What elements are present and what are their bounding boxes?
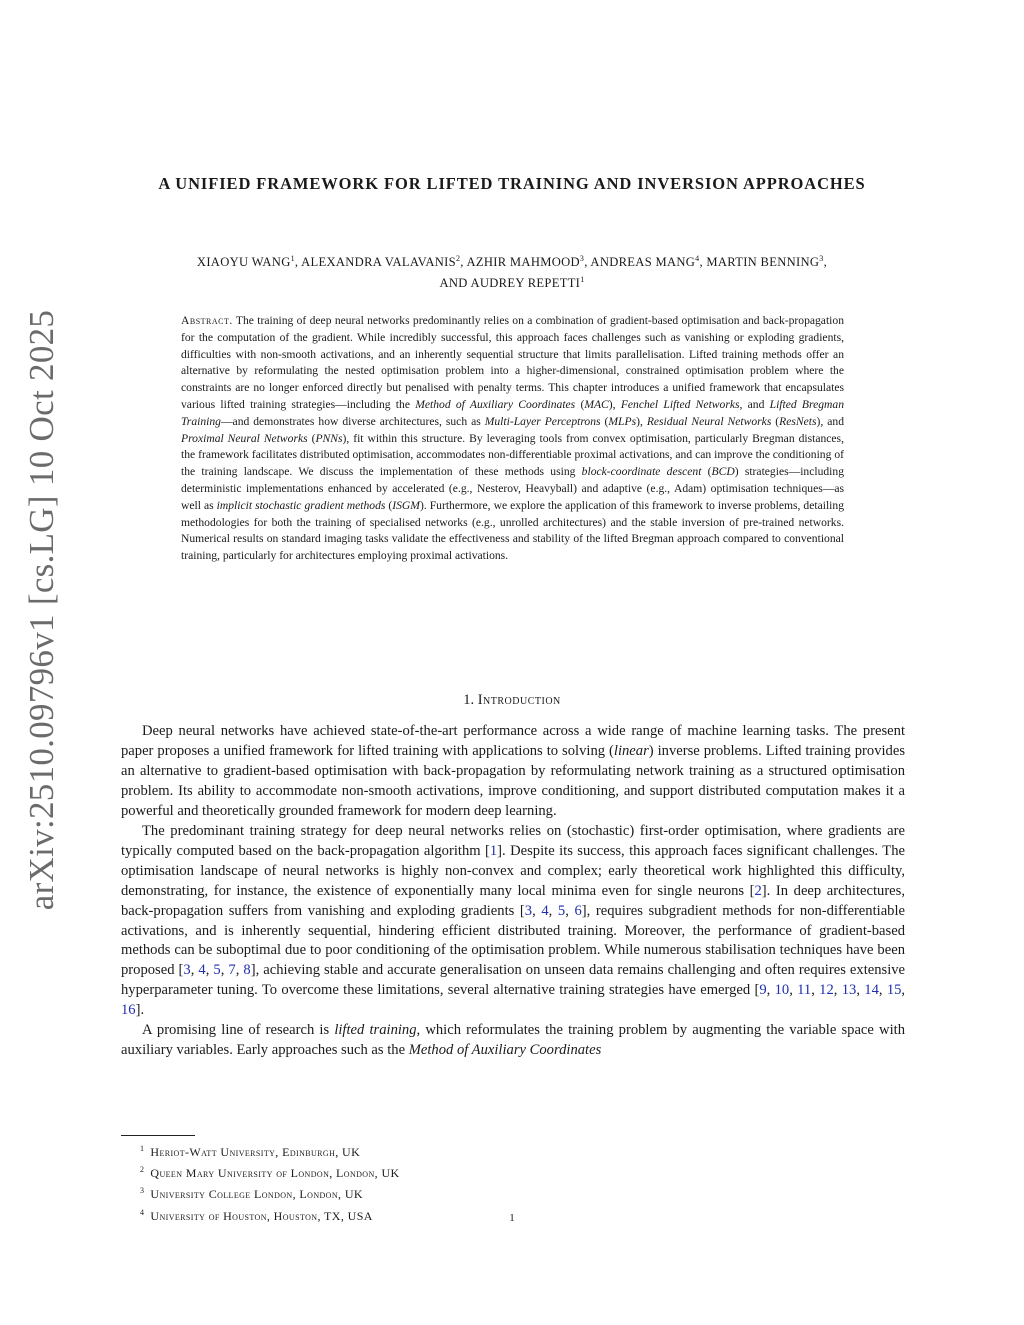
italic-term: Fenchel Lifted Networks (620, 397, 740, 411)
italic-term: ISGM (392, 498, 420, 512)
citation-link[interactable]: 8 (243, 962, 251, 979)
author: XIAOYU WANG$^1$ (196, 254, 295, 270)
text-run: ( (771, 414, 780, 428)
text-run: The predominant training strategy for deep neural networks relies on (stochastic) first-order optimisation, where gradients are typically computed based on the back-propagation algorithm [ (121, 822, 905, 859)
text-run: , (878, 982, 887, 999)
text-run: A promising line of research is (142, 1022, 335, 1039)
citation-link[interactable]: 11 (797, 982, 812, 999)
text-run: , (548, 902, 558, 919)
text-run: ], achieving stable and accurate generalisation on unseen data remains challenging and often requires extensive hyperparameter tuning. To overcome these limitations, several alternative training strategies have emerged [ (121, 962, 906, 999)
citation-link[interactable]: 3 (183, 962, 191, 979)
abstract-text (181, 314, 844, 562)
italic-term: linear (613, 742, 649, 759)
text-run: ]. Despite its success, this approach faces significant challenges. The optimisation landscape of neural networks is highly non-convex and complex; early theoretical work highlighted this difficulty, demonstrating, for instance, the existence of exponentially many local minima even for single neurons [ (121, 842, 905, 899)
italic-term: Residual Neural Networks (646, 414, 772, 428)
text-run: The training of deep neural networks predominantly relies on a combination of gradient-based optimisation and back-propagation for the computation of the gradient. While incredibly successful, this approach faces challenges such as vanishing or exploding gradients, difficulties with non-smooth activations, and an inherently sequential structure that limits parallelisation. Lifted training methods offer an alternative by reformulating the nested optimisation problem into a higher-dimensional, constrained optimisation problem where the constraints are no longer enforced directly but penalised with penalty terms. This chapter introduces a unified framework that encapsulates various lifted training strategies—including the (181, 314, 844, 411)
arxiv-identifier: arXiv:2510.09796v1 [cs.LG] 10 Oct 2025 (22, 309, 61, 911)
footnote-item: $^1$ Heriot-Watt University, Edinburgh, UK (140, 1144, 361, 1159)
footnote-item: $^3$ University College London, London, UK (140, 1186, 363, 1202)
citation-link[interactable]: 10 (774, 982, 790, 999)
italic-term: implicit stochastic gradient methods (216, 498, 386, 512)
page-number: 1 (509, 1212, 515, 1224)
text-run: —and demonstrates how diverse architectures, such as (220, 414, 485, 428)
footnote-rule (121, 1135, 195, 1136)
author: AZHIR MAHMOOD$^3$ (466, 254, 585, 270)
text-run: , (565, 902, 575, 919)
text-run: , which reformulates the training problem by augmenting the variable space with auxiliary variables. Early approaches such as the (121, 1022, 905, 1059)
section-heading-introduction (300, 690, 724, 710)
paragraph (121, 722, 905, 822)
author: ALEXANDRA VALAVANIS$^2$ (301, 254, 461, 270)
text-run: ( (575, 397, 585, 411)
footnote-item: $^4$ University of Houston, Houston, TX, USA (140, 1207, 373, 1223)
italic-term: ResNets (779, 414, 817, 428)
italic-term: block-coordinate descent (581, 465, 702, 479)
author: AUDREY REPETTI$^1$ (470, 275, 585, 291)
affiliation-footnotes (140, 1140, 740, 1225)
text-run: , (901, 982, 906, 999)
footnote-item: $^2$ Queen Mary University of London, London, UK (140, 1165, 400, 1181)
citation-link[interactable]: 1 (489, 842, 498, 859)
citation-link[interactable]: 16 (121, 1002, 136, 1019)
text-run: ) inverse problems. Lifted training provides an alternative to gradient-based optimisation with back-propagation by reformulating network training as a structured optimisation problem. Its ability to accommodate non-smooth activations, improve conditioning, and support distributed computation makes it a powerful and theoretically grounded framework for modern deep learning. (121, 742, 905, 819)
citation-link[interactable]: 12 (819, 982, 834, 999)
text-run: ), (636, 414, 647, 428)
author: ANDREAS MANG$^4$ (590, 254, 700, 270)
arxiv-stamp (14, 310, 70, 910)
text-run: ), fit within this structure. By leveraging tools from convex optimisation, particularly Bregman distances, the framework facilitates distributed optimisation, accommodates non-differentiable proximal activations, and can improve the conditioning of the training landscape. We discuss the implementation of these methods using (181, 431, 844, 479)
author-list: XIAOYU WANG$^1$, ALEXANDRA VALAVANIS$^2$, AZHIR MAHMOOD$^3$, ANDREAS MANG$^4$, MARTIN BENNING$^3$, AND AUDREY REPETTI$^1$ (196, 254, 828, 291)
citation-link[interactable]: 3 (524, 902, 533, 919)
text-run: , (205, 962, 214, 979)
text-run: Deep neural networks have achieved state-of-the-art performance across a wide range of machine learning tasks. The present paper proposes a unified framework for lifted training with applications to solving ( (121, 723, 905, 759)
text-run: ( (307, 431, 316, 445)
text-run: ], requires subgradient methods for non-differentiable activations, and is inherently sequential, hindering efficient distributed training. Moreover, the performance of gradient-based methods can be suboptimal due to poor conditioning of the optimisation problem. While numerous stabilisation techniques have been proposed [ (121, 902, 905, 979)
citation-link[interactable]: 6 (574, 902, 582, 919)
body-text (121, 722, 905, 1061)
text-run: ). Furthermore, we explore the application of this framework to inverse problems, detailing methodologies for both the training of specialised networks (e.g., unrolled architectures) and the stable inversion of pre-trained networks. Numerical results on standard imaging tasks validate the effectiveness and stability of the lifted Bregman approach compared to conventional training, particularly for architectures employing proximal activations. (181, 498, 844, 563)
italic-term: lifted training (334, 1022, 417, 1039)
abstract (181, 313, 844, 565)
paper-title: A UNIFIED FRAMEWORK FOR LIFTED TRAINING AND INVERSION APPROACHES (158, 174, 866, 193)
text-run: , (856, 982, 865, 999)
text-run: , and (739, 397, 770, 411)
text-run: ]. In deep architectures, back-propagation suffers from vanishing and exploding gradients [ (121, 882, 905, 919)
text-run: ) strategies—including deterministic implementations enhanced by accelerated (e.g., Nesterov, Heavyball) and adaptive (e.g., Adam) optimisation techniques—as well as (181, 465, 844, 512)
italic-term: Method of Auxiliary Coordinates (415, 397, 576, 411)
italic-term: Multi-Layer Perceptrons (484, 414, 601, 428)
text-run: ( (701, 465, 712, 479)
italic-term: Lifted Bregman Training (181, 397, 844, 428)
author: MARTIN BENNING$^3$ (706, 254, 824, 270)
section-number: 1. (463, 692, 475, 708)
text-run: , (811, 982, 820, 999)
text-run: , (220, 962, 229, 979)
citation-link[interactable]: 7 (228, 962, 236, 979)
text-run: ), (608, 397, 621, 411)
citation-link[interactable]: 4 (198, 962, 206, 979)
paragraph (121, 1021, 905, 1061)
citation-link[interactable]: 2 (754, 882, 762, 899)
text-run: , (532, 902, 542, 919)
text-run: , (789, 982, 798, 999)
citation-link[interactable]: 5 (557, 902, 566, 919)
text-run: , (190, 962, 199, 979)
citation-link[interactable]: 14 (864, 982, 879, 999)
italic-term: MLPs (608, 414, 637, 428)
abstract-label: Abstract. (181, 314, 233, 327)
citation-link[interactable]: 5 (213, 962, 221, 979)
citation-link[interactable]: 15 (886, 982, 902, 999)
text-run: , (235, 962, 244, 979)
italic-term: Proximal Neural Networks (181, 431, 308, 445)
text-run: , (833, 982, 842, 999)
italic-term: MAC (584, 397, 609, 411)
text-run: ]. (135, 1002, 145, 1019)
text-run: , (766, 982, 775, 999)
authors-and: AND (439, 276, 468, 291)
paragraph (121, 822, 905, 1022)
citation-link[interactable]: 13 (841, 982, 857, 999)
text-run: ), and (816, 414, 844, 428)
italic-term: Method of Auxiliary Coordinates (408, 1042, 602, 1059)
text-run: ( (385, 498, 393, 512)
section-title: Introduction (477, 692, 561, 708)
citation-link[interactable]: 4 (541, 902, 549, 919)
italic-term: PNNs (315, 431, 343, 445)
citation-link[interactable]: 9 (759, 982, 767, 999)
text-run: ( (600, 414, 609, 428)
italic-term: BCD (711, 465, 735, 479)
